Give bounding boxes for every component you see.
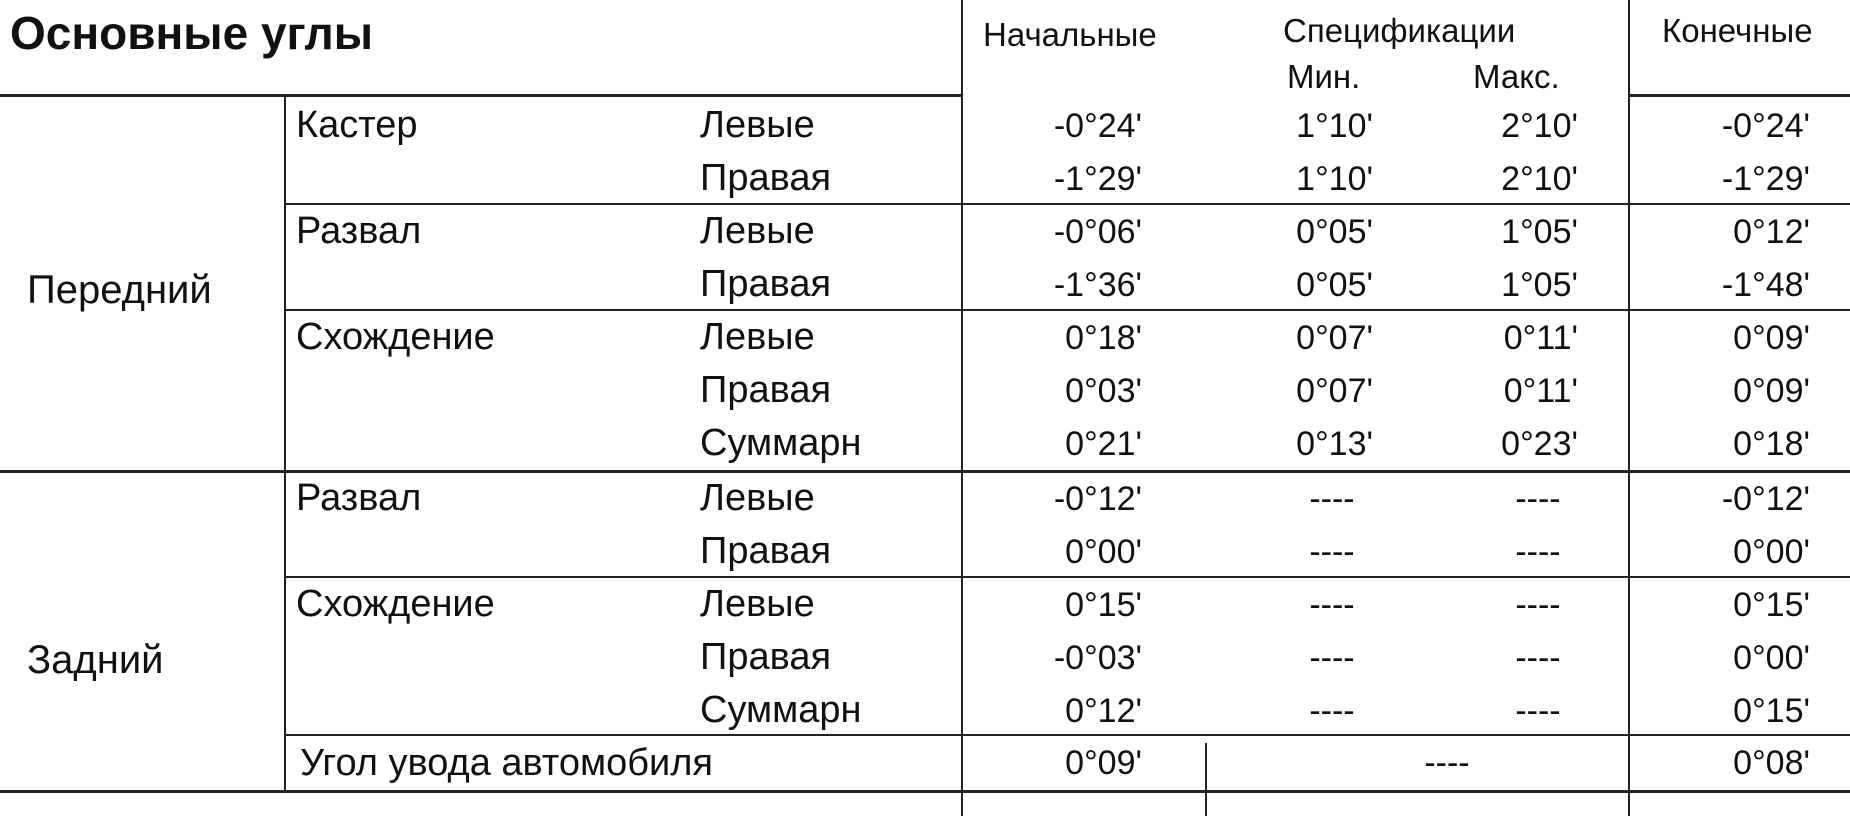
- row-rule-toe-rear: [286, 734, 1850, 736]
- group-col-left-rule: [284, 97, 286, 791]
- row-rule-camber-front: [286, 309, 1850, 311]
- row-min-value: 0°07': [1296, 319, 1373, 357]
- row-initial-value: -1°29': [1053, 160, 1142, 198]
- row-max-value: ----: [1515, 480, 1561, 518]
- header-bottom-rule: [0, 94, 963, 97]
- row-initial-value: -0°12': [1053, 480, 1142, 518]
- row-min-value: ----: [1309, 639, 1355, 677]
- row-initial-value: 0°21': [1065, 425, 1142, 463]
- row-initial-value: 0°03': [1065, 372, 1142, 410]
- row-max-value: 0°23': [1501, 425, 1578, 463]
- row-final-value: 0°00': [1733, 533, 1810, 571]
- thrust-angle-final: 0°08': [1733, 744, 1810, 782]
- row-initial-value: 0°18': [1065, 319, 1142, 357]
- row-side-label: Левые: [700, 583, 815, 625]
- row-side-label: Правая: [700, 369, 832, 411]
- row-side-label: Левые: [700, 104, 815, 146]
- row-max-value: 0°11': [1503, 319, 1578, 357]
- row-min-value: 0°13': [1296, 425, 1373, 463]
- thrust-angle-label: Угол увода автомобиля: [300, 742, 714, 784]
- report-title: Основные углы: [10, 7, 374, 59]
- row-min-value: 0°05': [1296, 213, 1373, 251]
- row-max-value: 2°10': [1501, 107, 1578, 145]
- row-initial-value: -0°06': [1053, 213, 1142, 251]
- row-initial-value: 0°12': [1065, 692, 1142, 730]
- row-side-label: Левые: [700, 316, 815, 358]
- row-side-label: Суммарн: [700, 689, 862, 731]
- row-side-label: Суммарн: [700, 422, 862, 464]
- row-final-value: -0°12': [1721, 480, 1810, 518]
- header-max: Макс.: [1473, 58, 1560, 95]
- row-max-value: ----: [1515, 639, 1561, 677]
- row-initial-value: -1°36': [1053, 266, 1142, 304]
- row-max-value: ----: [1515, 692, 1561, 730]
- row-side-label: Левые: [700, 477, 815, 519]
- row-min-value: ----: [1309, 586, 1355, 624]
- header-bottom-rule-right: [1628, 94, 1850, 97]
- header-initial: Начальные: [983, 16, 1157, 53]
- row-final-value: 0°15': [1733, 586, 1810, 624]
- row-min-value: 0°07': [1296, 372, 1373, 410]
- row-final-value: -1°48': [1721, 266, 1810, 304]
- row-group-label: Схождение: [296, 583, 495, 625]
- thrust-angle-initial: 0°09': [1065, 744, 1142, 782]
- header-specs: Спецификации: [1283, 12, 1516, 49]
- section-rear-label: Задний: [27, 638, 164, 682]
- row-rule-camber-rear: [286, 576, 1850, 578]
- row-final-value: 0°15': [1733, 692, 1810, 730]
- section-front-label: Передний: [27, 268, 212, 312]
- row-side-label: Правая: [700, 636, 832, 678]
- row-max-value: 2°10': [1501, 160, 1578, 198]
- row-max-value: 0°11': [1503, 372, 1578, 410]
- thrust-angle-spec: ----: [1424, 744, 1470, 782]
- row-initial-value: -0°24': [1053, 107, 1142, 145]
- row-final-value: -1°29': [1721, 160, 1810, 198]
- section-rule-front-rear: [0, 470, 1850, 473]
- table-bottom-rule: [0, 790, 1850, 793]
- row-side-label: Правая: [700, 157, 832, 199]
- row-max-value: ----: [1515, 586, 1561, 624]
- row-final-value: 0°12': [1733, 213, 1810, 251]
- row-initial-value: 0°15': [1065, 586, 1142, 624]
- header-final: Конечные: [1662, 12, 1813, 49]
- row-side-label: Правая: [700, 530, 832, 572]
- row-min-value: 1°10': [1296, 107, 1373, 145]
- row-initial-value: 0°00': [1065, 533, 1142, 571]
- row-min-value: ----: [1309, 480, 1355, 518]
- row-final-value: -0°24': [1721, 107, 1810, 145]
- row-group-label: Развал: [296, 210, 422, 252]
- row-side-label: Правая: [700, 263, 832, 305]
- row-max-value: 1°05': [1501, 266, 1578, 304]
- row-min-value: 1°10': [1296, 160, 1373, 198]
- row-rule-caster: [286, 203, 1850, 205]
- header-min: Мин.: [1287, 58, 1361, 95]
- row-final-value: 0°09': [1733, 372, 1810, 410]
- row-max-value: 1°05': [1501, 213, 1578, 251]
- row-final-value: 0°00': [1733, 639, 1810, 677]
- row-final-value: 0°09': [1733, 319, 1810, 357]
- thrust-spec-right-rule: [1205, 743, 1207, 816]
- row-min-value: ----: [1309, 692, 1355, 730]
- row-initial-value: -0°03': [1053, 639, 1142, 677]
- row-max-value: ----: [1515, 533, 1561, 571]
- row-group-label: Схождение: [296, 316, 495, 358]
- row-min-value: 0°05': [1296, 266, 1373, 304]
- row-side-label: Левые: [700, 210, 815, 252]
- row-min-value: ----: [1309, 533, 1355, 571]
- row-group-label: Развал: [296, 477, 422, 519]
- row-final-value: 0°18': [1733, 425, 1810, 463]
- row-group-label: Кастер: [296, 104, 418, 146]
